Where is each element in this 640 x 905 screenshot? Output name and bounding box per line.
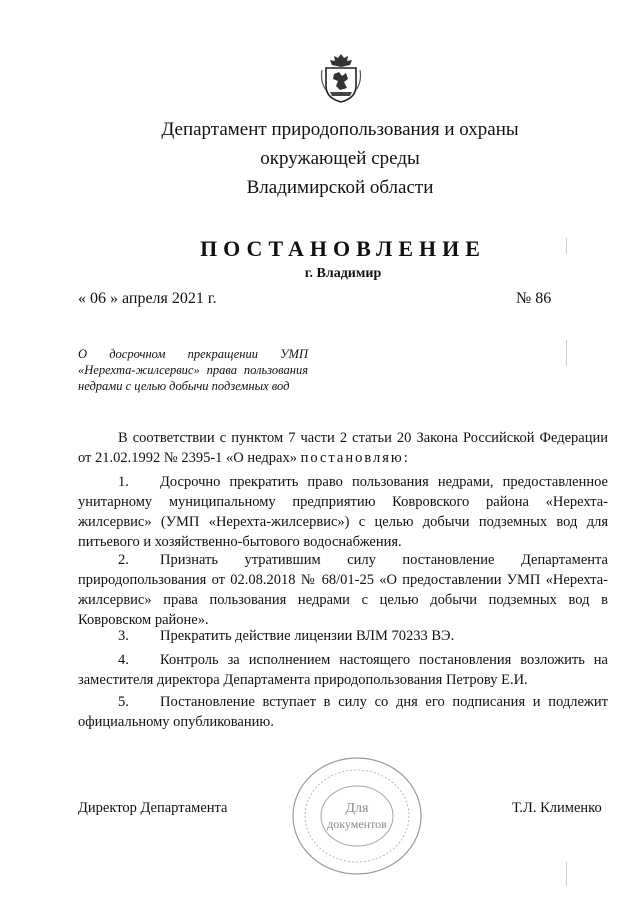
list-item bbox=[78, 472, 608, 552]
list-item bbox=[78, 550, 608, 630]
document-subject: О досрочном прекращении УМП «Нерехта-жилсервис» права пользования недрами с целью добычи подземных вод bbox=[78, 347, 308, 393]
list-item-text: Постановление вступает в силу со дня его подписания и подлежит официальному опубликованию. bbox=[78, 694, 608, 730]
document-title: ПОСТАНОВЛЕНИЕ bbox=[200, 236, 486, 261]
list-item-text: Прекратить действие лицензии ВЛМ 70233 ВЭ. bbox=[160, 628, 455, 644]
list-item-number: 1. bbox=[118, 474, 129, 490]
document-date: « 06 » апреля 2021 г. bbox=[78, 290, 217, 307]
scan-mark bbox=[566, 238, 567, 254]
document-number: № 86 bbox=[516, 290, 552, 307]
list-item-number: 3. bbox=[118, 628, 129, 644]
signatory-name: Т.Л. Клименко bbox=[512, 800, 602, 816]
list-item-number: 5. bbox=[118, 694, 129, 710]
department-name-line-2: окружающей среды bbox=[260, 148, 420, 169]
stamp-center-text-1: Для bbox=[345, 801, 369, 816]
list-item bbox=[78, 626, 608, 646]
list-item-text: Контроль за исполнением настоящего постановления возложить на заместителя директора Департамента природопользования Петрову Е.И. bbox=[78, 652, 608, 688]
document-city: г. Владимир bbox=[304, 266, 382, 281]
preamble-decree: постановляю: bbox=[300, 450, 410, 466]
signatory-position: Директор Департамента bbox=[78, 800, 228, 816]
preamble-text: В соответствии с пунктом 7 части 2 статьи 20 Закона Российской Федерации от 21.02.1992 № 2395-1 «О недрах» bbox=[78, 430, 608, 466]
scan-mark bbox=[566, 340, 567, 366]
seal-stamp bbox=[288, 754, 426, 878]
list-item-number: 2. bbox=[118, 552, 129, 568]
list-item bbox=[78, 692, 608, 732]
list-item-number: 4. bbox=[118, 652, 129, 668]
stamp-center-text-2: документов bbox=[327, 817, 387, 831]
list-item-text: Признать утратившим силу постановление Департамента природопользования от 02.08.2018 № 68/01-25 «О предоставлении УМП «Нерехта-жилсервис» права пользования недрами с целью добычи подземных вод в Ковровском районе». bbox=[78, 552, 608, 628]
preamble bbox=[78, 428, 608, 468]
department-name-line-1: Департамент природопользования и охраны bbox=[161, 119, 519, 140]
list-item bbox=[78, 650, 608, 690]
scan-mark bbox=[566, 862, 567, 886]
coat-of-arms-icon bbox=[320, 52, 362, 104]
list-item-text: Досрочно прекратить право пользования недрами, предоставленное унитарному муниципальному предприятию Ковровского района «Нерехта-жилсервис» (УМП «Нерехта-жилсервис») с целью добычи подземных вод для питьевого и хозяйственно-бытового водоснабжения. bbox=[78, 474, 608, 550]
department-name-line-3: Владимирской области bbox=[246, 177, 434, 198]
